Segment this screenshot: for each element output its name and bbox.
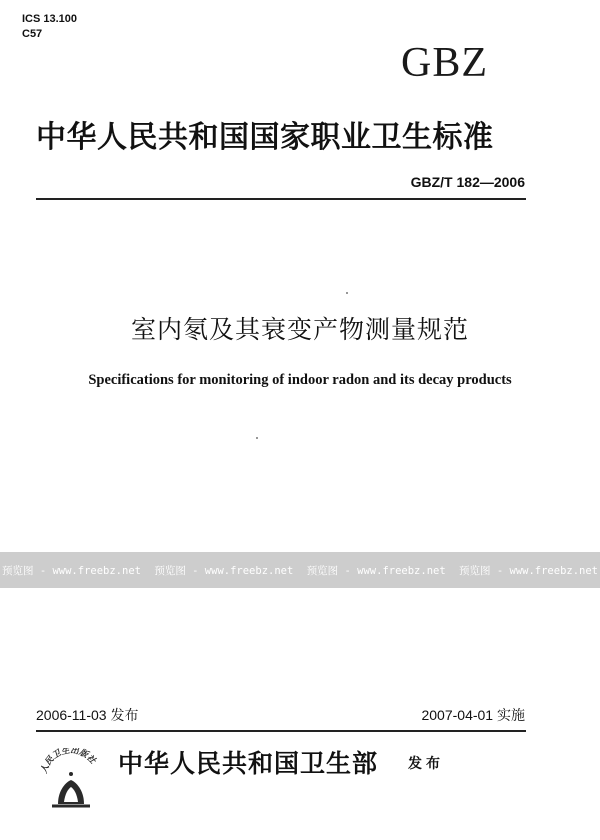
publish-label: 发布 (408, 756, 444, 772)
bottom-divider (36, 730, 526, 732)
watermark-text: 预览图 - www.freebz.net (306, 564, 446, 577)
implementation-date: 2007-04-01 实施 (421, 707, 525, 723)
publisher-seal-icon (38, 748, 104, 814)
classification-code: C57 (22, 28, 43, 40)
watermark-text: 预览图 - www.freebz.net (154, 564, 294, 577)
ics-code: ICS 13.100 (22, 13, 78, 25)
issuing-authority: 中华人民共和国卫生部 (118, 749, 379, 778)
watermark-text: 预览图 - www.freebz.net (459, 564, 598, 577)
scan-speck (256, 437, 258, 439)
watermark-text: 预览图 - www.freebz.net (2, 564, 141, 577)
standard-category-title: 中华人民共和国国家职业卫生标准 (36, 120, 494, 155)
preview-watermark-band (0, 552, 600, 588)
gbz-logo: GBZ (401, 40, 488, 86)
document-title-english: Specifications for monitoring of indoor radon and its decay products (88, 372, 512, 388)
top-divider (36, 198, 526, 200)
svg-text:人民卫生出版社: 人民卫生出版社 (39, 748, 98, 775)
scan-speck (346, 292, 348, 294)
standard-number: GBZ/T 182—2006 (410, 174, 525, 190)
issue-date: 2006-11-03 发布 (36, 707, 139, 723)
document-title-chinese: 室内氡及其衰变产物测量规范 (130, 315, 469, 344)
